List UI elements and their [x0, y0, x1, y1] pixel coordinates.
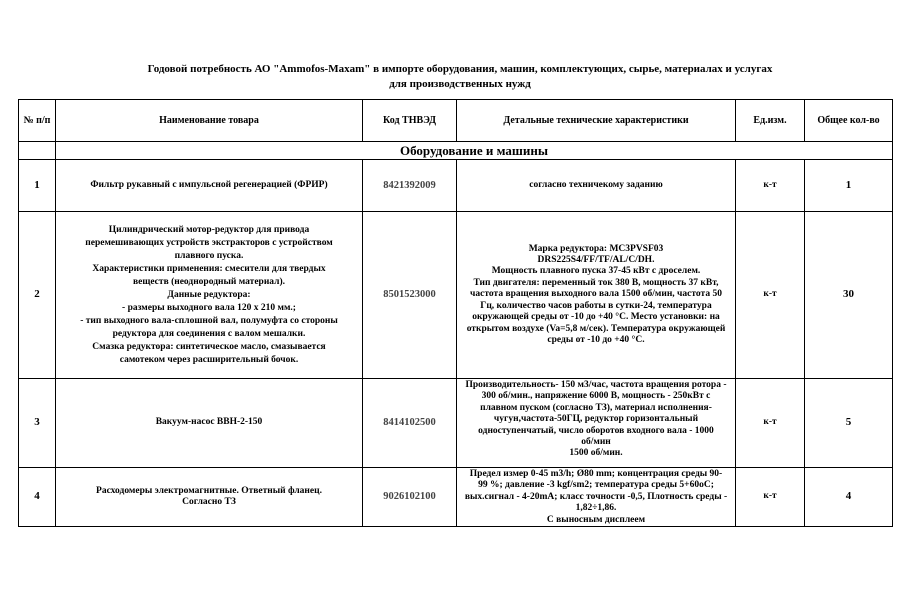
spec-line: Мощность плавного пуска 37-45 кВт с дроселем.: [491, 266, 701, 277]
name-line: Вакуум-насос ВВН-2-150: [155, 417, 263, 428]
header-name: Наименование товара: [56, 100, 363, 142]
name-line: Согласно ТЗ: [182, 497, 236, 508]
row-unit: к-т: [736, 379, 805, 468]
spec-line: окружающей среды от -10 до +40 °С. Место установки: на: [472, 312, 720, 323]
table-row: [19, 160, 893, 212]
name-line: самотеком через расширительный бочок.: [119, 354, 299, 365]
spec-line: согласно техничекому заданию: [529, 179, 663, 190]
spec-line: 99 %; давление -3 kgf/sm2; температура среды 5+60оС;: [478, 480, 714, 491]
row-name: [56, 379, 363, 468]
document-title: [60, 62, 860, 92]
row-unit: к-т: [736, 212, 805, 379]
row-qty: 1: [805, 160, 893, 212]
header-qty: Общее кол-во: [805, 100, 893, 142]
spec-line: Предел измер 0-45 m3/h; Ø80 mm; концентрация среды 90-: [469, 469, 723, 479]
row-unit: к-т: [736, 160, 805, 212]
spec-line: открытом воздухе (Va=5,8 м/сек). Температура окружающей: [466, 323, 726, 334]
spec-line: чугун,частота-50ГЦ, редуктор горизонтальный: [493, 414, 699, 425]
spec-line: одноступенчатый, число оборотов входного вала - 1000: [478, 425, 714, 436]
row-code: 8501523000: [363, 212, 457, 379]
title-line-1: Годовой потребность АО "Ammofos-Maxam" в импорте оборудования, машин, комплектующих, сырье, материалах и услугах: [147, 63, 773, 75]
row-qty: 5: [805, 379, 893, 468]
section-title: Оборудование и машины: [56, 142, 893, 160]
row-name: [56, 212, 363, 379]
spec-line: Марка редуктора: MC3PVSF03: [528, 243, 664, 254]
section-empty-cell: [19, 142, 56, 160]
row-name: [56, 160, 363, 212]
header-num: № п/п: [19, 100, 56, 142]
table-row: [19, 379, 893, 468]
name-line: редуктора для соединения с валом мешалки.: [112, 328, 306, 339]
header-specs: Детальные технические характеристики: [457, 100, 736, 142]
row-specs: [457, 160, 736, 212]
spec-line: 1500 об/мин.: [569, 448, 623, 459]
row-qty: 30: [805, 212, 893, 379]
spec-line: Производительность- 150 м3/час, частота вращения ротора -: [465, 380, 727, 390]
row-num: 2: [19, 212, 56, 379]
row-specs: [457, 212, 736, 379]
title-line-2: для производственных нужд: [389, 78, 531, 90]
name-line: Фильтр рукавный с импульсной регенерацией (ФРИР): [90, 179, 328, 190]
row-code: 8421392009: [363, 160, 457, 212]
row-num: 1: [19, 160, 56, 212]
row-code: 8414102500: [363, 379, 457, 468]
row-code: 9026102100: [363, 468, 457, 527]
row-unit: к-т: [736, 468, 805, 527]
spec-line: DRS225S4/FF/TF/AL/C/DH.: [537, 255, 655, 266]
name-line: Расходомеры электромагнитные. Ответный фланец.: [96, 485, 322, 496]
spec-line: 1,82÷1,86.: [575, 503, 617, 514]
name-line: Данные редуктора:: [167, 289, 251, 300]
spec-line: Гц, количество часов работы в сутки-24, температура: [480, 300, 712, 311]
spec-line: С выносным дисплеем: [546, 514, 646, 525]
spec-line: частота вращения выходного вала 1500 об/мин, частота 50: [470, 289, 722, 300]
table-row: [19, 468, 893, 527]
row-specs: [457, 379, 736, 468]
name-line: - тип выходного вала-сплошной вал, полумуфта со стороны: [80, 315, 338, 326]
name-line: плавного пуска.: [174, 250, 244, 261]
row-specs: [457, 468, 736, 527]
row-num: 3: [19, 379, 56, 468]
name-line: Характеристики применения: смесители для твердых: [92, 263, 326, 274]
header-unit: Ед.изм.: [736, 100, 805, 142]
name-line: Смазка редуктора: синтетическое масло, смазывается: [92, 341, 326, 352]
spec-line: вых.сигнал - 4-20mA; класс точности -0,5, Плотность среды -: [464, 491, 728, 502]
spec-line: 300 об/мин., напряжение 6000 В, мощность - 250кВт с: [481, 391, 711, 402]
row-num: 4: [19, 468, 56, 527]
requirements-table: [18, 99, 893, 527]
name-line: - размеры выходного вала 120 х 210 мм.;: [122, 302, 296, 313]
table-row: [19, 212, 893, 379]
header-code: Код ТНВЭД: [363, 100, 457, 142]
name-line: перемешивающих устройств экстракторов с устройством: [85, 237, 333, 248]
spec-line: среды от -10 до +40 °С.: [547, 334, 645, 345]
header-row: [19, 100, 893, 142]
row-qty: 4: [805, 468, 893, 527]
spec-line: Тип двигателя: переменный ток 380 В, мощность 37 кВт,: [473, 277, 719, 288]
name-line: Цилиндрический мотор-редуктор для привода: [108, 224, 310, 235]
name-line: веществ (неоднородный материал).: [132, 276, 285, 287]
row-name: [56, 468, 363, 527]
spec-line: об/мин: [581, 437, 611, 448]
section-row: [19, 142, 893, 160]
spec-line: плавном пуском (согласно ТЗ), материал исполнения-: [480, 402, 712, 413]
